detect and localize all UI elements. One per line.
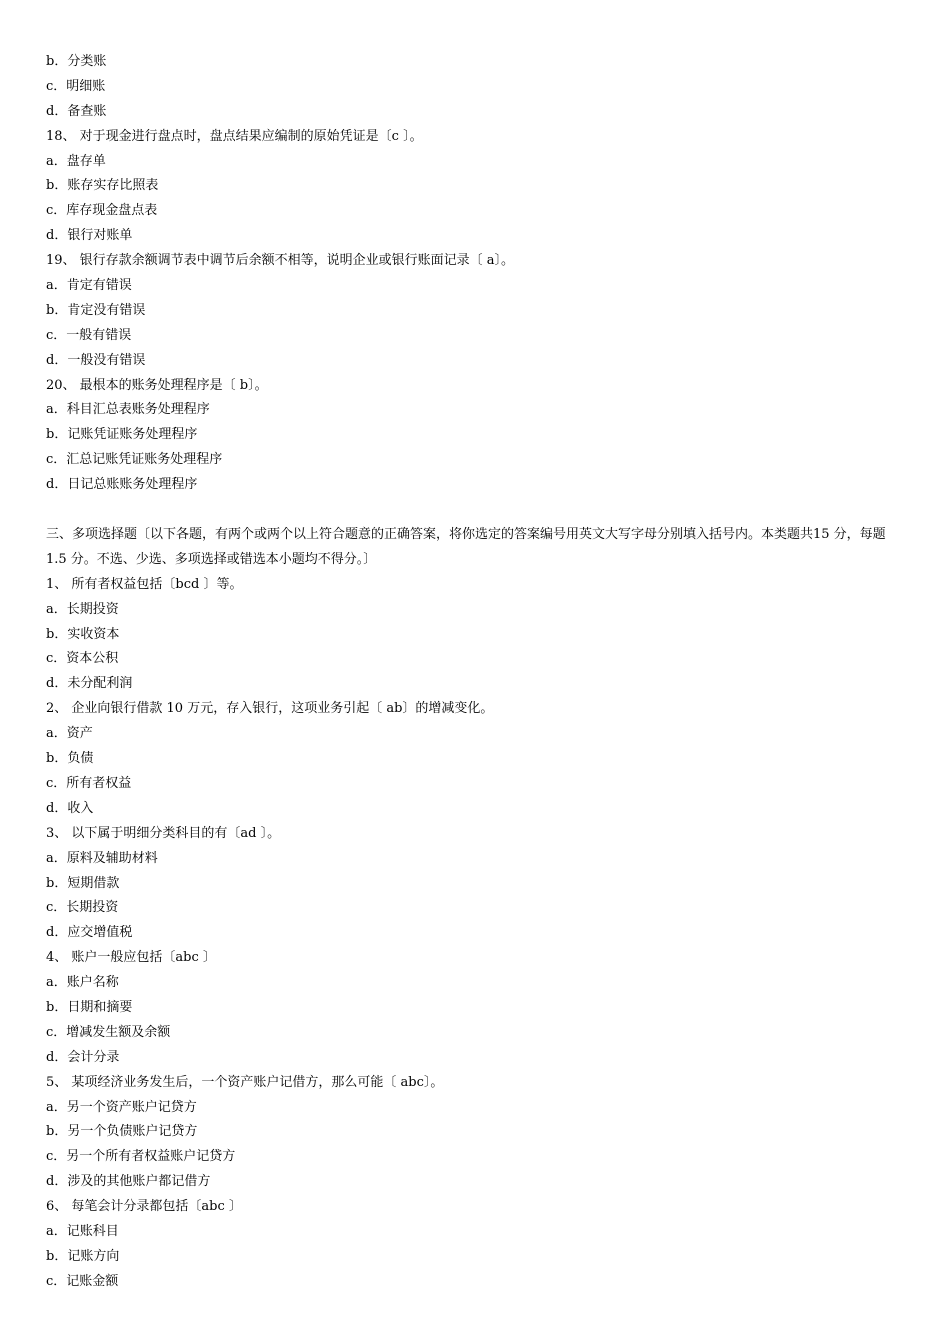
option: b．肯定没有错误 (46, 302, 146, 318)
question-stem-4: 4、 账户一般应包括〔abc 〕 (46, 950, 216, 966)
option: b．日期和摘要 (46, 999, 133, 1015)
option: c．另一个所有者权益账户记贷方 (46, 1149, 236, 1165)
question-stem-1: 1、 所有者权益包括〔bcd 〕等。 (46, 576, 243, 592)
option: d．日记总账账务处理程序 (46, 477, 198, 493)
option: a．科目汇总表账务处理程序 (46, 402, 210, 418)
section-heading: 三、多项选择题〔以下各题，有两个或两个以上符合题意的正确答案，将你选定的答案编号用英文大写字母分别填入括号内。本类题共15 分，每题 1.5 分。不选、少选、多项选择或错选本小题均不得分。〕 (46, 527, 886, 567)
option: c．汇总记账凭证账务处理程序 (46, 452, 223, 468)
option: a．盘存单 (46, 153, 106, 169)
option: b．记账方向 (46, 1248, 120, 1264)
option: d．涉及的其他账户都记借方 (46, 1174, 211, 1190)
option: b．另一个负债账户记贷方 (46, 1124, 198, 1140)
option: a．长期投资 (46, 601, 119, 617)
prev-option: d．备查账 (46, 103, 107, 119)
option: a．账户名称 (46, 975, 119, 991)
option: d．应交增值税 (46, 925, 133, 941)
option: c．增减发生额及余额 (46, 1024, 171, 1040)
option: c．所有者权益 (46, 775, 132, 791)
option: b．记账凭证账务处理程序 (46, 427, 198, 443)
question-stem-19: 19、 银行存款余额调节表中调节后余额不相等，说明企业或银行账面记录〔 a〕。 (46, 253, 515, 269)
question-stem-6: 6、 每笔会计分录都包括〔abc 〕 (46, 1199, 242, 1215)
option: a．肯定有错误 (46, 278, 132, 294)
option: d．收入 (46, 800, 94, 816)
option: a．资产 (46, 726, 93, 742)
question-stem-20: 20、 最根本的账务处理程序是〔 b〕。 (46, 377, 268, 393)
option: b．实收资本 (46, 626, 120, 642)
option: c．资本公积 (46, 651, 119, 667)
single-choice-section-tail (46, 50, 906, 498)
option: d．会计分录 (46, 1049, 120, 1065)
option: c．长期投资 (46, 900, 119, 916)
option: c．库存现金盘点表 (46, 203, 158, 219)
prev-option: b．分类账 (46, 54, 107, 69)
option: c．记账金额 (46, 1273, 119, 1289)
option: d．未分配利润 (46, 676, 133, 692)
question-stem-2: 2、 企业向银行借款 10 万元，存入银行，这项业务引起〔 ab〕的增减变化。 (46, 701, 494, 717)
prev-option: c．明细账 (46, 78, 106, 94)
question-stem-5: 5、 某项经济业务发生后，一个资产账户记借方，那么可能〔 abc〕。 (46, 1074, 444, 1090)
question-stem-3: 3、 以下属于明细分类科目的有〔ad 〕。 (46, 825, 281, 841)
option: a．记账科目 (46, 1223, 119, 1239)
option: b．账存实存比照表 (46, 178, 159, 194)
option: d．银行对账单 (46, 228, 133, 244)
option: a．另一个资产账户记贷方 (46, 1099, 197, 1115)
option: a．原料及辅助材料 (46, 850, 158, 866)
option: b．短期借款 (46, 875, 120, 891)
option: c．一般有错误 (46, 327, 132, 343)
option: b．负债 (46, 751, 94, 767)
option: d．一般没有错误 (46, 352, 146, 368)
multiple-choice-section (46, 523, 906, 1295)
question-stem-18: 18、 对于现金进行盘点时，盘点结果应编制的原始凭证是〔c 〕。 (46, 128, 423, 144)
